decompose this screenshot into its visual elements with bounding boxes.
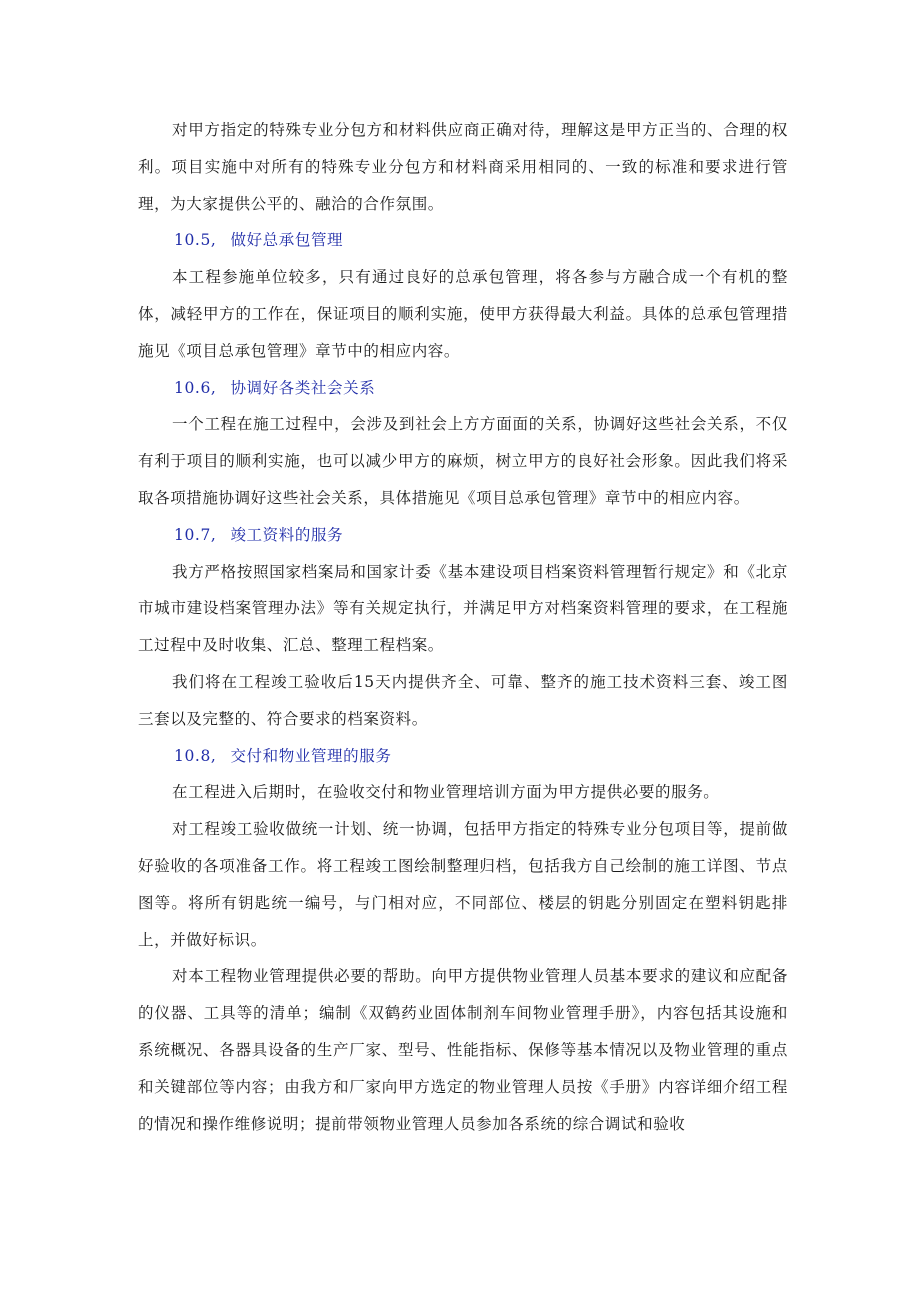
body-paragraph: 我们将在工程竣工验收后15天内提供齐全、可靠、整齐的施工技术资料三套、竣工图三套以及完整的、符合要求的档案资料。 <box>138 672 788 728</box>
document-page <box>138 112 788 1142</box>
section-heading <box>138 738 788 775</box>
section-title: 做好总承包管理 <box>230 231 344 250</box>
body-paragraph: 对本工程物业管理提供必要的帮助。向甲方提供物业管理人员基本要求的建议和应配备的仪器、工具等的清单；编制《双鹤药业固体制剂车间物业管理手册》，内容包括其设施和系统概况、各器具设备的生产厂家、型号、性能指标、保修等基本情况以及物业管理的重点和关键部位等内容；由我方和厂家向甲方选定的物业管理人员按《手册》内容详细介绍工程的情况和操作维修说明；提前带领物业管理人员参加各系统的综合调试和验收 <box>138 967 788 1133</box>
section-number: 10.8, <box>174 746 217 765</box>
section-number: 10.5, <box>174 231 217 250</box>
section-heading <box>138 222 788 259</box>
section-title: 协调好各类社会关系 <box>230 378 376 397</box>
section-heading <box>138 517 788 554</box>
body-paragraph: 对工程竣工验收做统一计划、统一协调，包括甲方指定的特殊专业分包项目等，提前做好验收的各项准备工作。将工程竣工图绘制整理归档，包括我方自己绘制的施工详图、节点图等。将所有钥匙统一编号，与门相对应，不同部位、楼层的钥匙分别固定在塑料钥匙排上，并做好标识。 <box>138 820 788 949</box>
body-paragraph: 本工程参施单位较多，只有通过良好的总承包管理，将各参与方融合成一个有机的整体，减轻甲方的工作在，保证项目的顺利实施，使甲方获得最大利益。具体的总承包管理措施见《项目总承包管理》章节中的相应内容。 <box>138 268 788 360</box>
body-paragraph: 我方严格按照国家档案局和国家计委《基本建设项目档案资料管理暂行规定》和《北京市城市建设档案管理办法》等有关规定执行，并满足甲方对档案资料管理的要求，在工程施工过程中及时收集、汇总、整理工程档案。 <box>138 562 788 655</box>
body-paragraph: 对甲方指定的特殊专业分包方和材料供应商正确对待，理解这是甲方正当的、合理的权利。项目实施中对所有的特殊专业分包方和材料商采用相同的、一致的标准和要求进行管理，为大家提供公平的、融洽的合作氛围。 <box>138 121 788 213</box>
section-title: 交付和物业管理的服务 <box>230 746 392 765</box>
body-paragraph: 一个工程在施工过程中，会涉及到社会上方方面面的关系，协调好这些社会关系，不仅有利于项目的顺利实施，也可以减少甲方的麻烦，树立甲方的良好社会形象。因此我们将采取各项措施协调好这些社会关系，具体措施见《项目总承包管理》章节中的相应内容。 <box>138 415 788 507</box>
section-number: 10.6, <box>174 378 217 397</box>
section-title: 竣工资料的服务 <box>230 525 344 544</box>
section-number: 10.7, <box>174 525 217 544</box>
section-heading <box>138 370 788 407</box>
body-paragraph: 在工程进入后期时，在验收交付和物业管理培训方面为甲方提供必要的服务。 <box>172 783 720 802</box>
